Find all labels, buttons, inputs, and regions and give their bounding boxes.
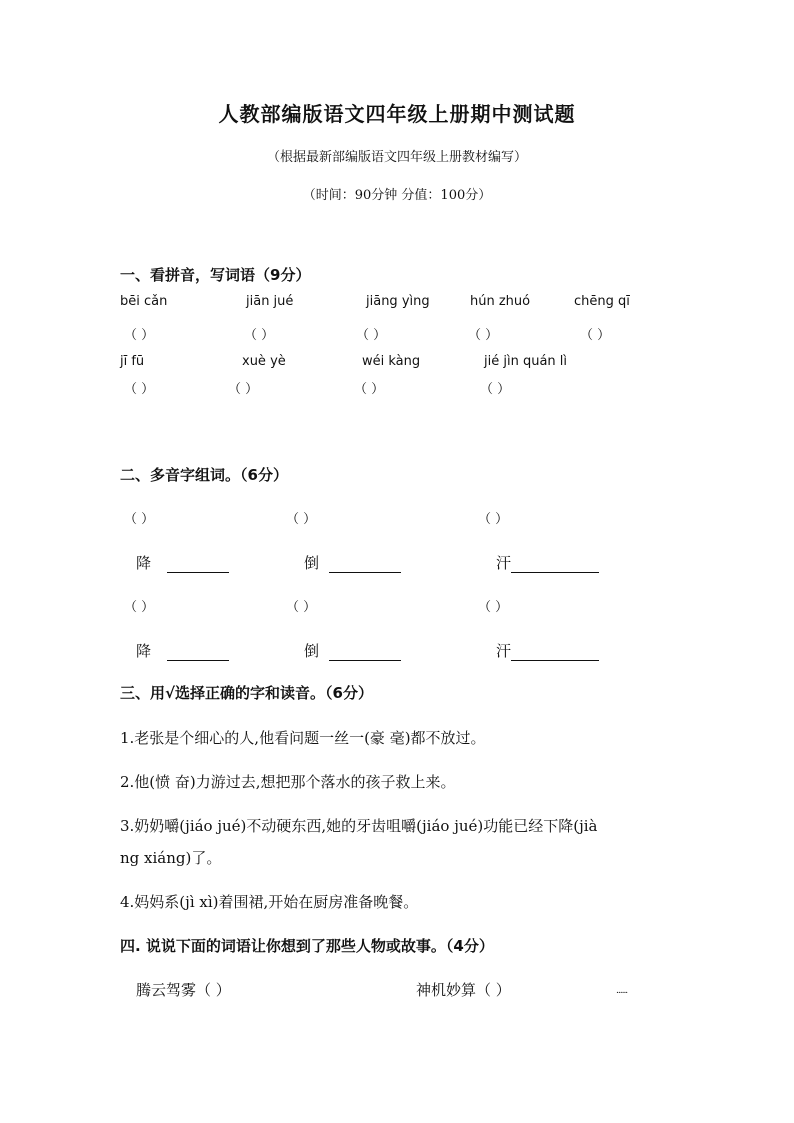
polyphone-char: 汗 <box>496 640 599 661</box>
page-title: 人教部编版语文四年级上册期中测试题 <box>218 102 576 126</box>
idiom-item: 腾云驾雾（ ） <box>136 981 231 999</box>
pinyin-item: jī fū <box>120 354 145 369</box>
pinyin-item: jiān jué <box>246 294 294 309</box>
pronunciation-box: （ ） <box>478 600 509 615</box>
question-3-continued: ng xiáng)了。 <box>120 849 222 867</box>
pronunciation-box: （ ） <box>124 512 155 527</box>
pinyin-item: bēi cǎn <box>120 294 168 309</box>
answer-line <box>511 558 599 573</box>
dot-mark: ...... <box>616 986 628 996</box>
answer-box: （ ） <box>468 328 499 343</box>
answer-box: （ ） <box>356 328 387 343</box>
answer-box: （ ） <box>124 328 155 343</box>
answer-line <box>167 558 229 573</box>
answer-box: （ ） <box>244 328 275 343</box>
answer-box: （ ） <box>480 382 511 397</box>
pronunciation-box: （ ） <box>286 512 317 527</box>
section1-heading: 一、看拼音，写词语（9分） <box>120 266 311 284</box>
page-subtitle: （根据最新部编版语文四年级上册教材编写） <box>266 150 527 165</box>
polyphone-char: 汗 <box>496 552 599 573</box>
polyphone-char: 降 <box>136 552 229 573</box>
question-3: 3.奶奶嚼(jiáo jué)不动硬东西,她的牙齿咀嚼(jiáo jué)功能已经下降(jià <box>120 817 598 835</box>
answer-line <box>329 558 401 573</box>
pinyin-item: jiāng yìng <box>366 294 430 309</box>
exam-meta: （时间：90分钟 分值：100分） <box>302 188 492 203</box>
pinyin-item: hún zhuó <box>470 294 531 309</box>
polyphone-char: 倒 <box>304 640 401 661</box>
question-2: 2.他(愤 奋)力游过去,想把那个落水的孩子救上来。 <box>120 773 456 791</box>
answer-line <box>329 646 401 661</box>
polyphone-char: 倒 <box>304 552 401 573</box>
pronunciation-box: （ ） <box>478 512 509 527</box>
pinyin-item: chēng qī <box>574 294 630 309</box>
section2-heading: 二、多音字组词。（6分） <box>120 466 288 484</box>
question-1: 1.老张是个细心的人,他看问题一丝一(豪 毫)都不放过。 <box>120 729 486 747</box>
answer-line <box>167 646 229 661</box>
answer-box: （ ） <box>124 382 155 397</box>
pinyin-item: xuè yè <box>242 354 286 369</box>
idiom-item: 神机妙算（ ） <box>416 981 511 999</box>
pinyin-item: jié jìn quán lì <box>484 354 568 369</box>
question-4: 4.妈妈系(jì xì)着围裙,开始在厨房准备晚餐。 <box>120 893 419 911</box>
section3-heading: 三、用√选择正确的字和读音。（6分） <box>120 684 373 702</box>
polyphone-char: 降 <box>136 640 229 661</box>
pronunciation-box: （ ） <box>286 600 317 615</box>
answer-box: （ ） <box>580 328 611 343</box>
answer-box: （ ） <box>228 382 259 397</box>
answer-box: （ ） <box>354 382 385 397</box>
pinyin-item: wéi kàng <box>362 354 421 369</box>
pronunciation-box: （ ） <box>124 600 155 615</box>
section4-heading: 四. 说说下面的词语让你想到了那些人物或故事。（4分） <box>120 937 494 955</box>
answer-line <box>511 646 599 661</box>
